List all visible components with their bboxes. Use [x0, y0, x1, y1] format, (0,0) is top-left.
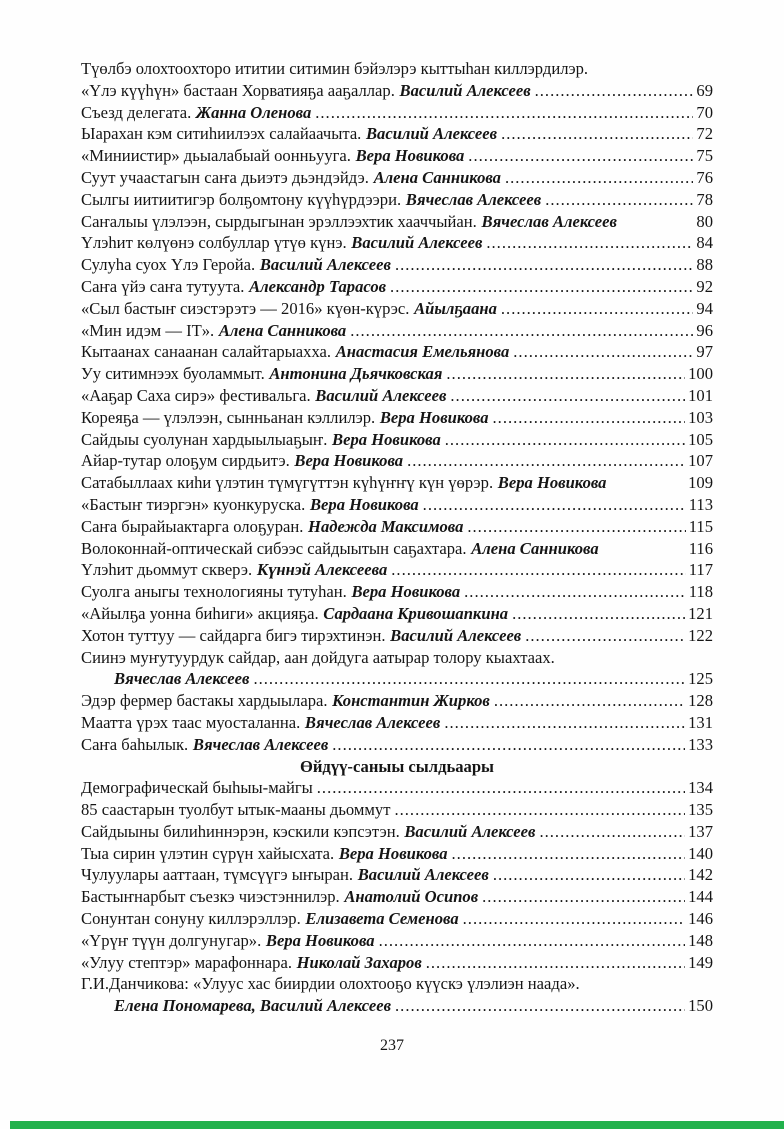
- page-number-footer: [0, 1037, 784, 1055]
- toc-entry: [81, 581, 713, 603]
- toc-text-line: [81, 647, 713, 669]
- toc-entry: [81, 538, 713, 560]
- toc-entry: [81, 995, 713, 1017]
- toc-entry-page: 76: [696, 167, 713, 187]
- toc-dot-leader: [482, 886, 685, 908]
- toc-list: [81, 58, 713, 1017]
- toc-entry-page: 80: [696, 211, 713, 231]
- toc-entry: [81, 690, 713, 712]
- toc-dot-leader: [535, 80, 694, 102]
- toc-entry-page: 94: [696, 298, 713, 318]
- toc-entry-author: Жанна Оленова: [195, 102, 312, 122]
- toc-section-heading: [81, 756, 713, 778]
- toc-entry-author: Анатолий Осипов: [344, 887, 479, 907]
- toc-entry: [81, 952, 713, 974]
- toc-dot-leader: [525, 625, 685, 647]
- toc-entry: [81, 559, 713, 581]
- toc-entry: [81, 821, 713, 843]
- toc-dot-leader: [468, 145, 693, 167]
- toc-entry-page: 148: [688, 930, 713, 950]
- toc-entry-title: «Айылҕа уонна биһиги» акцияҕа.: [81, 603, 319, 623]
- toc-entry: [81, 494, 713, 516]
- toc-text-line-text: Г.И.Данчикова: «Улуус хас биирдии олохтооҕо күүскэ үлэлиэн наада».: [81, 974, 580, 994]
- toc-entry-author: Алена Санникова: [471, 538, 599, 558]
- toc-entry: [81, 211, 713, 233]
- toc-dot-leader: [505, 167, 693, 189]
- toc-dot-leader: [545, 189, 693, 211]
- toc-entry-title: «Үлэ күүһүн» бастаан Хорватияҕа ааҕаллар.: [81, 80, 395, 100]
- toc-dot-leader: [423, 494, 686, 516]
- toc-dot-leader: [493, 864, 685, 886]
- toc-entry-author: Елизавета Семенова: [305, 909, 459, 929]
- toc-entry-page: 122: [688, 625, 713, 645]
- toc-entry-author: Вера Новикова: [332, 429, 441, 449]
- toc-entry: [81, 363, 713, 385]
- toc-dot-leader: [391, 559, 685, 581]
- toc-entry-page: 131: [688, 712, 713, 732]
- toc-dot-leader: [394, 799, 685, 821]
- toc-entry-title: Эдэр фермер бастакы хардыылара.: [81, 691, 328, 711]
- toc-entry-author: Александр Тарасов: [249, 276, 387, 296]
- toc-dot-leader: [317, 777, 685, 799]
- toc-text-line: [81, 58, 713, 80]
- toc-entry-page: 72: [696, 124, 713, 144]
- toc-entry-author: Вера Новикова: [379, 407, 489, 427]
- toc-entry: [81, 625, 713, 647]
- toc-entry-author: Вера Новикова: [265, 930, 375, 950]
- toc-entry-page: 115: [688, 516, 713, 536]
- toc-entry: [81, 886, 713, 908]
- toc-entry-title: Уу ситимнээх буоламмыт.: [81, 364, 265, 384]
- toc-entry-title: Үлэһит дьоммут скверэ.: [81, 560, 253, 580]
- toc-text-line-text: Түөлбэ олохтоохторо ититии ситимин бэйэлэрэ кыттыһан киллэрдилэр.: [81, 59, 589, 78]
- toc-entry-author: Василий Алексеев: [399, 80, 531, 100]
- toc-entry-page: 149: [688, 952, 713, 972]
- toc-entry-page: 75: [696, 146, 713, 166]
- toc-dot-leader: [407, 450, 685, 472]
- toc-entry: [81, 450, 713, 472]
- toc-entry-author: Василий Алексеев: [351, 233, 483, 253]
- toc-entry-author: Антонина Дьячковская: [269, 364, 443, 384]
- toc-entry-title: Сатабыллаах киһи үлэтин түмүгүттэн күһүҥҥү күн үөрэр.: [81, 473, 494, 493]
- toc-entry-author: Надежда Максимова: [308, 516, 464, 536]
- toc-entry-author: Вячеслав Алексеев: [192, 734, 329, 754]
- toc-entry-page: 103: [688, 407, 713, 427]
- toc-entry-author: Сардаана Кривошапкина: [323, 603, 509, 623]
- toc-dot-leader: [426, 952, 685, 974]
- toc-entry-author: Вячеслав Алексеев: [481, 211, 617, 231]
- toc-entry-page: 109: [688, 473, 713, 493]
- toc-entry-author: Василий Алексеев: [390, 625, 522, 645]
- toc-entry-title: «Улуу стептэр» марафоннара.: [81, 952, 292, 972]
- page-number: 237: [380, 1037, 404, 1054]
- toc-entry-page: 69: [696, 80, 713, 100]
- toc-entry-page: 150: [688, 996, 713, 1016]
- toc-entry: [81, 777, 713, 799]
- toc-entry-page: 142: [688, 865, 713, 885]
- toc-dot-leader: [446, 363, 685, 385]
- toc-entry-author: Василий Алексеев: [259, 255, 391, 275]
- toc-entry-page: 70: [696, 102, 713, 122]
- toc-entry-page: 100: [688, 364, 713, 384]
- toc-dot-leader: [379, 930, 686, 952]
- toc-entry-title: Сайдыы суолунан хардыылыаҕыҥ.: [81, 429, 328, 449]
- toc-entry-page: 78: [696, 189, 713, 209]
- toc-entry-page: 113: [688, 494, 713, 514]
- toc-entry-title: «Ааҕар Саха сирэ» фестивальга.: [81, 385, 311, 405]
- toc-entry: [81, 145, 713, 167]
- toc-entry-title: Съезд делегата.: [81, 102, 192, 122]
- toc-entry-page: 118: [688, 582, 713, 602]
- toc-page: [81, 58, 713, 1017]
- toc-entry-title: «Үрүҥ түүн долгунугар».: [81, 930, 262, 950]
- toc-dot-leader: [450, 385, 685, 407]
- toc-dot-leader: [501, 123, 693, 145]
- toc-entry-title: Кытаанах санаанан салайтарыахха.: [81, 342, 332, 362]
- toc-entry: [81, 254, 713, 276]
- toc-entry: [81, 320, 713, 342]
- toc-dot-leader: [452, 843, 686, 865]
- toc-dot-leader: [513, 341, 693, 363]
- toc-entry: [81, 668, 713, 690]
- toc-entry-page: 107: [688, 451, 713, 471]
- toc-entry-author: Алена Санникова: [373, 167, 501, 187]
- toc-entry-title: Демографическай быһыы-майгы: [81, 778, 313, 798]
- toc-entry-page: 121: [688, 603, 713, 623]
- toc-entry-page: 116: [688, 538, 713, 558]
- toc-entry-author: Вячеслав Алексеев: [114, 669, 250, 689]
- toc-entry-title: Сайдыыны билиһиннэрэн, кэскили кэпсэтэн.: [81, 821, 400, 841]
- toc-dot-leader: [253, 668, 685, 690]
- toc-entry-title: Ыарахан кэм ситиһиилээх салайаачыта.: [81, 124, 362, 144]
- toc-entry-page: 88: [696, 255, 713, 275]
- toc-entry: [81, 80, 713, 102]
- toc-entry-title: Сонунтан сонуну киллэрэллэр.: [81, 909, 301, 929]
- toc-entry: [81, 843, 713, 865]
- toc-entry: [81, 123, 713, 145]
- toc-entry-title: Чулуулары ааттаан, түмсүүгэ ыҥыран.: [81, 865, 354, 885]
- toc-entry-page: 97: [696, 342, 713, 362]
- toc-entry-title: Волоконнай-оптическай сибээс сайдыытын саҕахтара.: [81, 538, 467, 558]
- toc-entry-author: Василий Алексеев: [365, 124, 498, 144]
- toc-dot-leader: [486, 232, 693, 254]
- toc-entry-title: Бастыҥнарбыт съезкэ чиэстэннилэр.: [81, 887, 340, 907]
- toc-entry-title: Хотон туттуу — сайдарга бигэ тирэхтинэн.: [81, 625, 386, 645]
- toc-text-line: [81, 973, 713, 995]
- toc-entry-title: Саҥа баһылык.: [81, 734, 189, 754]
- toc-entry-page: 137: [688, 821, 713, 841]
- toc-section-heading-text: Өйдүү-саныы сылдьаары: [299, 756, 495, 776]
- toc-entry-author: Василий Алексеев: [404, 821, 536, 841]
- toc-entry-author: Николай Захаров: [296, 952, 422, 972]
- toc-entry-page: 133: [688, 734, 713, 754]
- toc-entry: [81, 734, 713, 756]
- toc-dot-leader: [332, 734, 685, 756]
- toc-entry-author: Елена Пономарева, Василий Алексеев: [114, 996, 392, 1016]
- toc-entry: [81, 603, 713, 625]
- toc-entry-author: Константин Жирков: [332, 691, 490, 711]
- toc-entry-title: «Мин идэм — IT».: [81, 320, 215, 340]
- toc-entry-page: 92: [696, 276, 713, 296]
- toc-entry-page: 134: [688, 778, 713, 798]
- toc-entry-author: Күннэй Алексеева: [256, 560, 388, 580]
- toc-entry-title: Кореяҕа — үлэлээн, сынньанан кэллилэр.: [81, 407, 376, 427]
- toc-entry-page: 144: [688, 887, 713, 907]
- toc-entry-title: «Миниистир» дьыалабыай оонньууга.: [81, 146, 351, 166]
- toc-dot-leader: [350, 320, 693, 342]
- toc-dot-leader: [493, 407, 686, 429]
- toc-entry-page: 128: [688, 691, 713, 711]
- toc-entry-author: Алена Санникова: [218, 320, 347, 340]
- toc-entry-page: 101: [688, 385, 713, 405]
- toc-entry-page: 146: [688, 909, 713, 929]
- toc-entry-author: Василий Алексеев: [357, 865, 489, 885]
- toc-entry-page: 125: [688, 669, 713, 689]
- toc-entry: [81, 298, 713, 320]
- toc-dot-leader: [315, 102, 693, 124]
- toc-entry-title: Саҥалыы үлэлээн, сырдыгынан эрэллээхтик хааччыйан.: [81, 211, 477, 231]
- toc-entry-page: 140: [688, 843, 713, 863]
- toc-entry-title: Сулуһа суох Үлэ Геройа.: [81, 255, 256, 275]
- toc-entry-author: Вера Новикова: [497, 473, 607, 493]
- toc-dot-leader: [390, 276, 693, 298]
- toc-entry-page: 135: [688, 800, 713, 820]
- toc-entry-author: Василий Алексеев: [315, 385, 447, 405]
- toc-entry: [81, 516, 713, 538]
- toc-dot-leader: [395, 995, 685, 1017]
- toc-dot-leader: [512, 603, 685, 625]
- toc-entry: [81, 341, 713, 363]
- toc-dot-leader: [444, 712, 685, 734]
- toc-entry-title: Суолга аныгы технологияны тутуһан.: [81, 582, 347, 602]
- toc-entry-title: Саҥа үйэ саҥа тутуута.: [81, 276, 245, 296]
- toc-entry: [81, 908, 713, 930]
- toc-entry: [81, 102, 713, 124]
- toc-entry-title: Үлэһит көлүөнэ солбуллар үтүө күнэ.: [81, 233, 347, 253]
- toc-entry-author: Вячеслав Алексеев: [304, 712, 441, 732]
- toc-entry-author: Айылҕаана: [414, 298, 497, 318]
- toc-dot-leader: [494, 690, 685, 712]
- toc-entry-page: 105: [688, 429, 713, 449]
- toc-entry: [81, 799, 713, 821]
- toc-entry: [81, 189, 713, 211]
- toc-entry-title: Айар-тутар олоҕум сирдьитэ.: [81, 451, 290, 471]
- toc-entry-author: Анастасия Емельянова: [335, 342, 510, 362]
- toc-dot-leader: [463, 908, 685, 930]
- toc-entry-author: Вера Новикова: [309, 494, 419, 514]
- toc-entry-author: Вера Новикова: [294, 451, 404, 471]
- toc-entry: [81, 429, 713, 451]
- toc-entry-title: «Сыл бастыҥ сиэстэрэтэ — 2016» күөн-күрэс.: [81, 298, 410, 318]
- toc-entry: [81, 276, 713, 298]
- toc-entry-title: Саҥа бырайыактарга олоҕуран.: [81, 516, 304, 536]
- toc-entry-author: Вера Новикова: [355, 146, 465, 166]
- toc-entry-title: Сылгы иитиитигэр болҕомтону күүһүрдээри.: [81, 189, 402, 209]
- toc-dot-leader: [445, 429, 685, 451]
- toc-entry-page: 84: [696, 233, 713, 253]
- toc-dot-leader: [467, 516, 685, 538]
- toc-dot-leader: [539, 821, 685, 843]
- toc-entry-author: Вера Новикова: [351, 582, 461, 602]
- toc-entry-title: Суут учаастагын саҥа дьиэтэ дьэндэйдэ.: [81, 167, 369, 187]
- toc-entry-title: «Бастыҥ тиэргэн» куонкуруска.: [81, 494, 306, 514]
- toc-entry-page: 117: [688, 560, 713, 580]
- toc-entry-author: Вячеслав Алексеев: [405, 189, 542, 209]
- scan-green-strip: [10, 1121, 784, 1129]
- toc-entry-title: Маатта үрэх таас муосталанна.: [81, 712, 301, 732]
- toc-entry: [81, 712, 713, 734]
- toc-entry: [81, 385, 713, 407]
- toc-entry-page: 96: [696, 320, 713, 340]
- toc-text-line-text: Сиинэ муҥутуурдук сайдар, аан дойдуга аатырар толору кыахтаах.: [81, 647, 555, 667]
- toc-dot-leader: [501, 298, 694, 320]
- toc-entry: [81, 864, 713, 886]
- toc-entry: [81, 930, 713, 952]
- toc-dot-leader: [464, 581, 686, 603]
- toc-entry: [81, 232, 713, 254]
- toc-entry-title: 85 саастарын туолбут ытык-мааны дьоммут: [81, 800, 391, 820]
- toc-entry: [81, 472, 713, 494]
- toc-entry: [81, 167, 713, 189]
- toc-entry-author: Вера Новикова: [338, 843, 448, 863]
- toc-entry-title: Тыа сирин үлэтин сүрүн хайысхата.: [81, 843, 335, 863]
- toc-dot-leader: [395, 254, 693, 276]
- toc-entry: [81, 407, 713, 429]
